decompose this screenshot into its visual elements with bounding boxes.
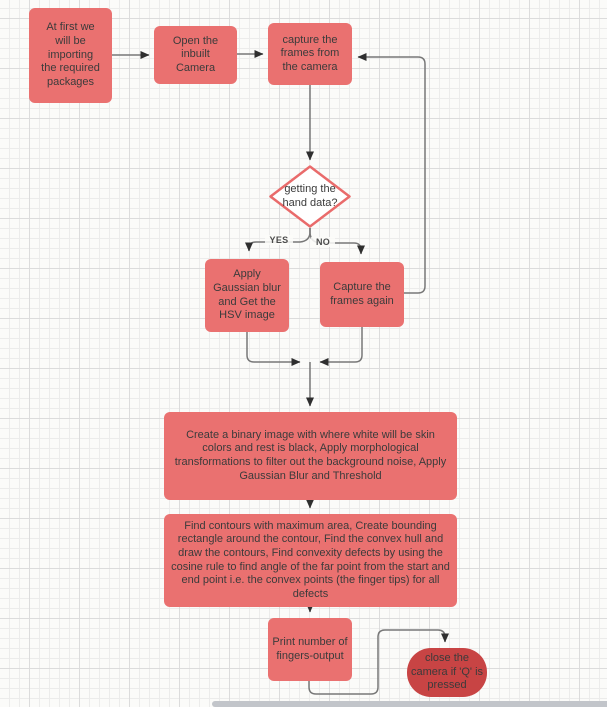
node-import-packages[interactable]: [29, 8, 112, 103]
node-label: Apply Gaussian blur and Get the HSV image: [213, 268, 281, 322]
node-binary-image[interactable]: [164, 412, 457, 500]
node-hand-data-decision[interactable]: [269, 165, 351, 228]
node-close-camera[interactable]: [407, 648, 487, 697]
node-label: capture the frames from the camera: [280, 33, 340, 73]
node-label: Print number of fingers-output: [272, 635, 348, 662]
node-print-fingers[interactable]: [268, 618, 352, 681]
node-label: close the camera if 'Q' is pressed: [410, 652, 484, 692]
connector-captureagain-loop[interactable]: [358, 57, 425, 293]
node-label: Capture the frames again: [330, 280, 394, 307]
node-open-camera[interactable]: [154, 26, 237, 84]
node-label: At first we will be importing the required packages: [41, 21, 100, 88]
node-find-contours[interactable]: [164, 514, 457, 607]
node-label: getting the hand data?: [282, 182, 338, 209]
edge-label-no: NO: [311, 237, 335, 247]
connector-gaussian-to-merge[interactable]: [247, 332, 300, 362]
edge-label-yes: YES: [265, 235, 293, 245]
node-label: Find contours with maximum area, Create bounding rectangle around the contour, Find the convex hull and draw the contours, Find convexity defects by using the cosine rule to find angle of the far point from the start and end point i.e. the convex points (the finger tips) for all defects: [171, 519, 450, 600]
node-label: Open the inbuilt Camera: [172, 34, 219, 74]
node-capture-frames[interactable]: [268, 23, 352, 85]
horizontal-scrollbar[interactable]: [212, 701, 607, 707]
node-apply-gaussian[interactable]: [205, 259, 289, 332]
connector-captureagain-to-merge[interactable]: [320, 327, 362, 362]
node-label: Create a binary image with where white will be skin colors and rest is black, Apply morphological transformations to filter out the background noise, Apply Gaussian Blur and Threshold: [174, 428, 447, 482]
node-capture-again[interactable]: [320, 262, 404, 327]
